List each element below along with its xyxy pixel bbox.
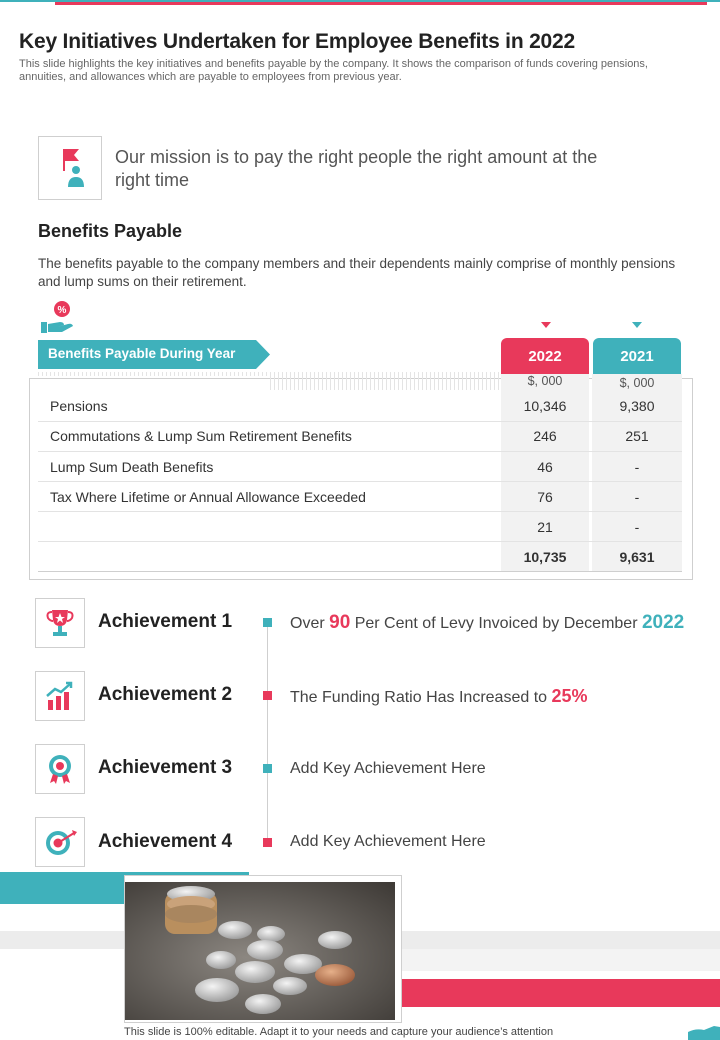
row-divider [38,451,682,452]
achievement-2-highlight-percent: 25% [551,686,588,706]
achievement-2-text [290,686,588,707]
achievement-3-marker [263,764,272,773]
table-cell-2022: 46 [537,459,553,475]
unit-2022: $, 000 [527,374,563,388]
table-cell-2021: 251 [625,428,649,444]
achievement-1-marker [263,618,272,627]
table-cell-2021: 9,380 [619,398,655,414]
table-cell-2022: 21 [537,519,553,535]
svg-text:%: % [57,305,67,316]
footer-red-band [400,979,720,1007]
percent-hand-icon [40,300,76,334]
mission-icon-box [38,136,102,200]
achievement-1-highlight-year: 2022 [641,612,685,633]
achievement-3-icon-box [35,744,85,794]
trophy-icon [36,599,84,647]
row-divider [38,541,682,542]
table-total-2022: 10,735 [523,549,567,565]
row-divider [38,511,682,512]
flag-person-icon [39,137,101,199]
footer-grey-band-right [400,949,720,971]
growth-chart-icon [36,672,84,720]
table-cell-2022: 76 [537,489,553,505]
coins-photo [125,882,395,1020]
achievement-1-text-mid: Per Cent of Levy Invoiced by December [350,615,642,632]
achievement-1-text-pre: Over [290,615,330,632]
table-cell-2022: 246 [533,428,557,444]
table-bottom-border [38,571,682,572]
achievement-4-marker [263,838,272,847]
achievement-3-title: Achievement 3 [98,757,233,778]
achievement-1-icon-box [35,598,85,648]
table-total-2021: 9,631 [619,549,655,565]
top-accent-line-red [55,2,707,5]
table-cell-2021: - [634,459,640,475]
mission-statement: Our mission is to pay the right people the right amount at the right time [115,147,598,190]
column-header-2022: 2022 [501,338,589,374]
unit-2021: $, 000 [619,376,655,390]
timeline-line [267,620,268,846]
achievement-2-title: Achievement 2 [98,684,233,705]
row-divider [38,481,682,482]
pin-2022-icon [541,322,551,328]
achievement-3-text: Add Key Achievement Here [290,760,486,777]
achievement-1-title: Achievement 1 [98,611,233,632]
table-row-label: Tax Where Lifetime or Annual Allowance Exceeded [50,489,366,505]
achievement-2-marker [263,691,272,700]
column-header-2021: 2021 [593,338,681,374]
achievement-2-text-pre: The Funding Ratio Has Increased to [290,689,552,706]
achievement-1-highlight-percent: 90 [329,612,351,633]
achievement-1-text [290,612,684,634]
page-title: Key Initiatives Undertaken for Employee Benefits in 2022 [19,30,575,53]
table-row-label: Lump Sum Death Benefits [50,459,214,475]
footer-note: This slide is 100% editable. Adapt it to your needs and capture your audience’s attention [124,1026,554,1038]
benefits-payable-heading: Benefits Payable [38,221,183,241]
achievement-2-icon-box [35,671,85,721]
achievement-4-text: Add Key Achievement Here [290,833,486,850]
achievement-4-title: Achievement 4 [98,831,233,852]
target-icon [36,818,84,866]
award-badge-icon [36,745,84,793]
benefits-payable-description: The benefits payable to the company members and their dependents mainly comprise of monthly pensions and lump sums on their retirement. [38,256,676,289]
table-row-label: Commutations & Lump Sum Retirement Benefits [50,428,352,444]
table-banner-label: Benefits Payable During Year [48,346,236,361]
hand-decoration-icon [688,1022,720,1040]
pin-2021-icon [632,322,642,328]
table-cell-2021: - [634,519,640,535]
banner-hatch-decoration [38,372,270,376]
table-cell-2022: 10,346 [523,398,567,414]
row-divider [38,421,682,422]
header-hatch-decoration [270,372,500,390]
page-subtitle: This slide highlights the key initiatives and benefits payable by the company. It shows the comparison of funds covering pensions, annuities, and allowances which are payable to employees from previous year. [19,58,648,83]
achievement-4-icon-box [35,817,85,867]
table-row-label: Pensions [50,398,108,414]
table-cell-2021: - [634,489,640,505]
